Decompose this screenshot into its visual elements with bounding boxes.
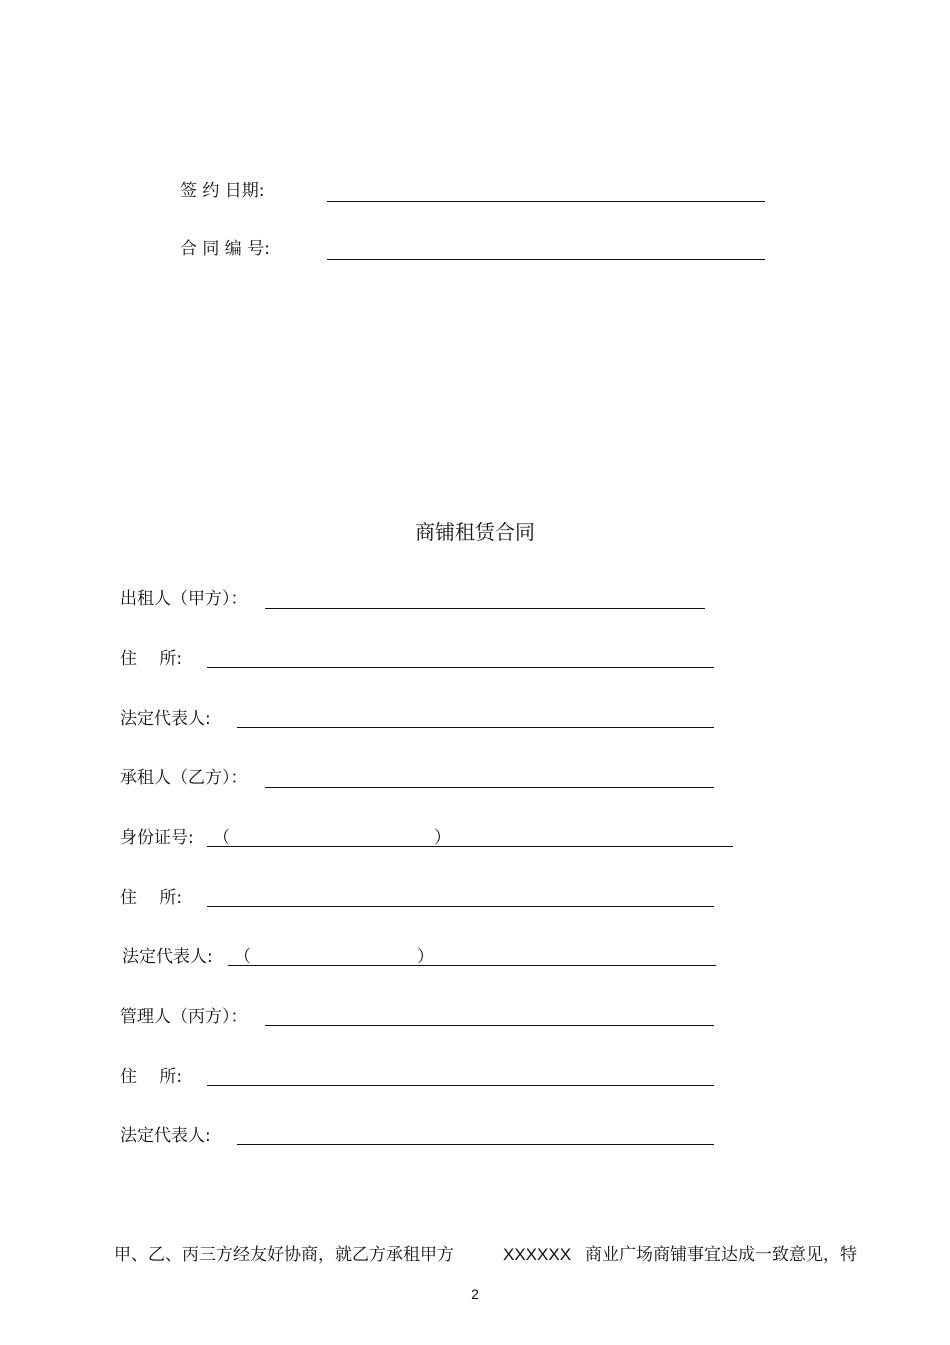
party-b-legal-rep-label: 法定代表人: [122,947,213,967]
body-paragraph-placeholder: XXXXXX [503,1245,572,1264]
party-b-address-label: 住 所: [120,888,183,908]
page-number: 2 [471,1286,479,1302]
party-c-label: 管理人（丙方）： [120,1007,248,1027]
party-a-label: 出租人（甲方）： [120,589,248,609]
body-paragraph-part1: 甲、乙、丙三方经友好协商，就乙方承租甲方 [114,1245,454,1265]
party-b-legal-rep-line [228,965,716,966]
party-b-line [265,787,714,788]
sign-date-label: 签 约 日期: [180,181,265,201]
party-a-line [265,608,705,609]
party-b-id-close-paren: ） [434,828,451,848]
party-a-legal-rep-line [237,727,714,728]
contract-no-line [327,259,765,260]
party-b-address-line [207,906,714,907]
party-c-address-line [207,1085,714,1086]
party-c-legal-rep-line [237,1144,714,1145]
party-b-id-line [207,846,733,847]
party-b-legal-rep-close-paren: ） [417,947,434,967]
party-b-id-open-paren: （ [213,828,230,848]
sign-date-line [327,201,765,202]
party-b-label: 承租人（乙方）： [120,768,248,788]
contract-no-label: 合 同 编 号: [180,239,270,259]
document-title: 商铺租赁合同 [415,520,535,544]
party-b-id-label: 身份证号: [120,828,194,848]
party-b-legal-rep-open-paren: （ [234,947,251,967]
party-a-legal-rep-label: 法定代表人: [120,709,211,729]
party-c-legal-rep-label: 法定代表人: [120,1126,211,1146]
party-c-line [265,1025,714,1026]
body-paragraph-part2: 商业广场商铺事宜达成一致意见，特 [585,1245,857,1265]
party-a-address-label: 住 所: [120,649,183,669]
party-c-address-label: 住 所: [120,1067,183,1087]
party-a-address-line [207,667,714,668]
